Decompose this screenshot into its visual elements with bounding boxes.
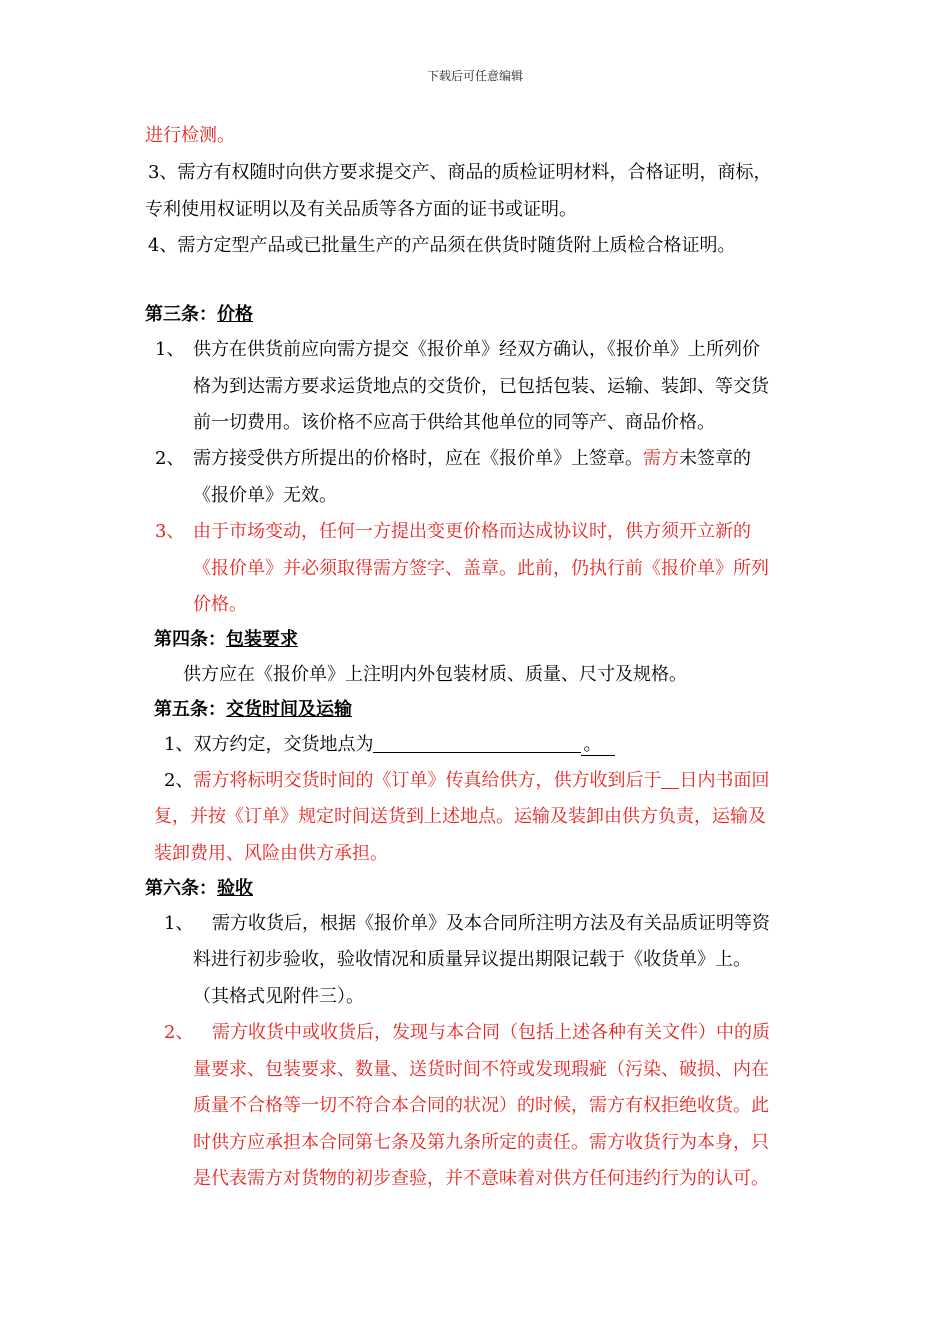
- section-3-title: 价格: [217, 304, 253, 325]
- s5-item-2-line-2: 复，并按《订单》规定时间送货到上述地点。运输及装卸由供方负责，运输及: [154, 806, 766, 827]
- s5-item-2-line-1: [164, 769, 769, 793]
- page-header: 下载后可任意编辑: [426, 69, 523, 83]
- s3-item-2-text-b: 需方: [643, 448, 679, 469]
- s3-item-3-num: 3、: [155, 521, 185, 542]
- s6-item-2-line-2: 量要求、包装要求、数量、送货时间不符或发现瑕疵（污染、破损、内在: [193, 1059, 769, 1080]
- s3-item-3-line-1: 由于市场变动，任何一方提出变更价格而达成协议时，供方须开立新的: [193, 521, 751, 542]
- s6-item-2-num: 2、: [164, 1022, 194, 1043]
- section-3-label: 第三条：: [145, 304, 217, 325]
- s3-item-2-num: 2、: [155, 448, 185, 469]
- s5-item-1: [164, 733, 615, 757]
- s3-item-2-line-1: [193, 447, 751, 471]
- section-6-label: 第六条：: [145, 878, 217, 899]
- section-5-label: 第五条：: [154, 699, 226, 720]
- s3-item-2-text-c: 未签章的: [679, 448, 751, 469]
- s5-item-2-line-3: 装卸费用、风险由供方承担。: [154, 843, 388, 864]
- s5-item-2-text-a: 需方将标明交货时间的《订单》传真给供方，供方收到后于: [193, 770, 662, 791]
- s6-item-1-line-3: （其格式见附件三）。: [193, 986, 364, 1007]
- section-4-heading: [154, 628, 298, 652]
- s6-item-1-line-1: 需方收货后，根据《报价单》及本合同所注明方法及有关品质证明等资: [212, 913, 770, 934]
- s4-line-1: 供方应在《报价单》上注明内外包装材质、质量、尺寸及规格。: [183, 664, 687, 685]
- delivery-location-blank[interactable]: [373, 734, 581, 753]
- reply-days-blank[interactable]: [661, 770, 679, 789]
- s3-item-3-line-2: 《报价单》并必须取得需方签字、盖章。此前，仍执行前《报价单》所列: [193, 558, 769, 579]
- s3-item-1-num: 1、: [155, 339, 185, 360]
- s5-item-2-text-b: 日内书面回: [679, 770, 770, 791]
- s6-item-1-num: 1、: [164, 913, 194, 934]
- section-5-title: 交货时间及运输: [226, 699, 352, 720]
- s5-item-1-text: 1、双方约定，交货地点为: [164, 734, 374, 755]
- section-4-label: 第四条：: [154, 629, 226, 650]
- section-3-heading: [145, 303, 253, 327]
- intro-line-2: 3、需方有权随时向供方要求提交产、商品的质检证明材料，合格证明，商标，: [148, 162, 772, 183]
- s6-item-1-line-2: 料进行初步验收，验收情况和质量异议提出期限记载于《收货单》上。: [193, 949, 751, 970]
- s3-item-1-line-2: 格为到达需方要求运货地点的交货价，已包括包装、运输、装卸、等交货: [193, 376, 769, 397]
- s5-item-1-end: 。: [581, 734, 615, 756]
- s6-item-2-line-1: 需方收货中或收货后，发现与本合同（包括上述各种有关文件）中的质: [212, 1022, 770, 1043]
- section-4-title: 包装要求: [226, 629, 298, 650]
- intro-line-3: 专利使用权证明以及有关品质等各方面的证书或证明。: [145, 199, 577, 220]
- s6-item-2-line-4: 时供方应承担本合同第七条及第九条所定的责任。需方收货行为本身，只: [193, 1132, 769, 1153]
- intro-line-4: 4、需方定型产品或已批量生产的产品须在供货时随货附上质检合格证明。: [148, 235, 736, 256]
- intro-line-1: 进行检测。: [145, 125, 235, 146]
- s3-item-1-line-1: 供方在供货前应向需方提交《报价单》经双方确认，《报价单》上所列价: [193, 339, 760, 360]
- section-6-heading: [145, 877, 253, 901]
- section-6-title: 验收: [217, 878, 253, 899]
- s5-item-2-num: 2、: [164, 770, 194, 791]
- s3-item-2-text-a: 需方接受供方所提出的价格时，应在《报价单》上签章。: [193, 448, 643, 469]
- s6-item-2-line-5: 是代表需方对货物的初步查验，并不意味着对供方任何违约行为的认可。: [193, 1168, 769, 1189]
- s6-item-2-line-3: 质量不合格等一切不符合本合同的状况）的时候，需方有权拒绝收货。此: [193, 1095, 769, 1116]
- s3-item-1-line-3: 前一切费用。该价格不应高于供给其他单位的同等产、商品价格。: [193, 412, 715, 433]
- s3-item-2-line-2: 《报价单》无效。: [193, 485, 337, 506]
- section-5-heading: [154, 698, 352, 722]
- s3-item-3-line-3: 价格。: [193, 594, 247, 615]
